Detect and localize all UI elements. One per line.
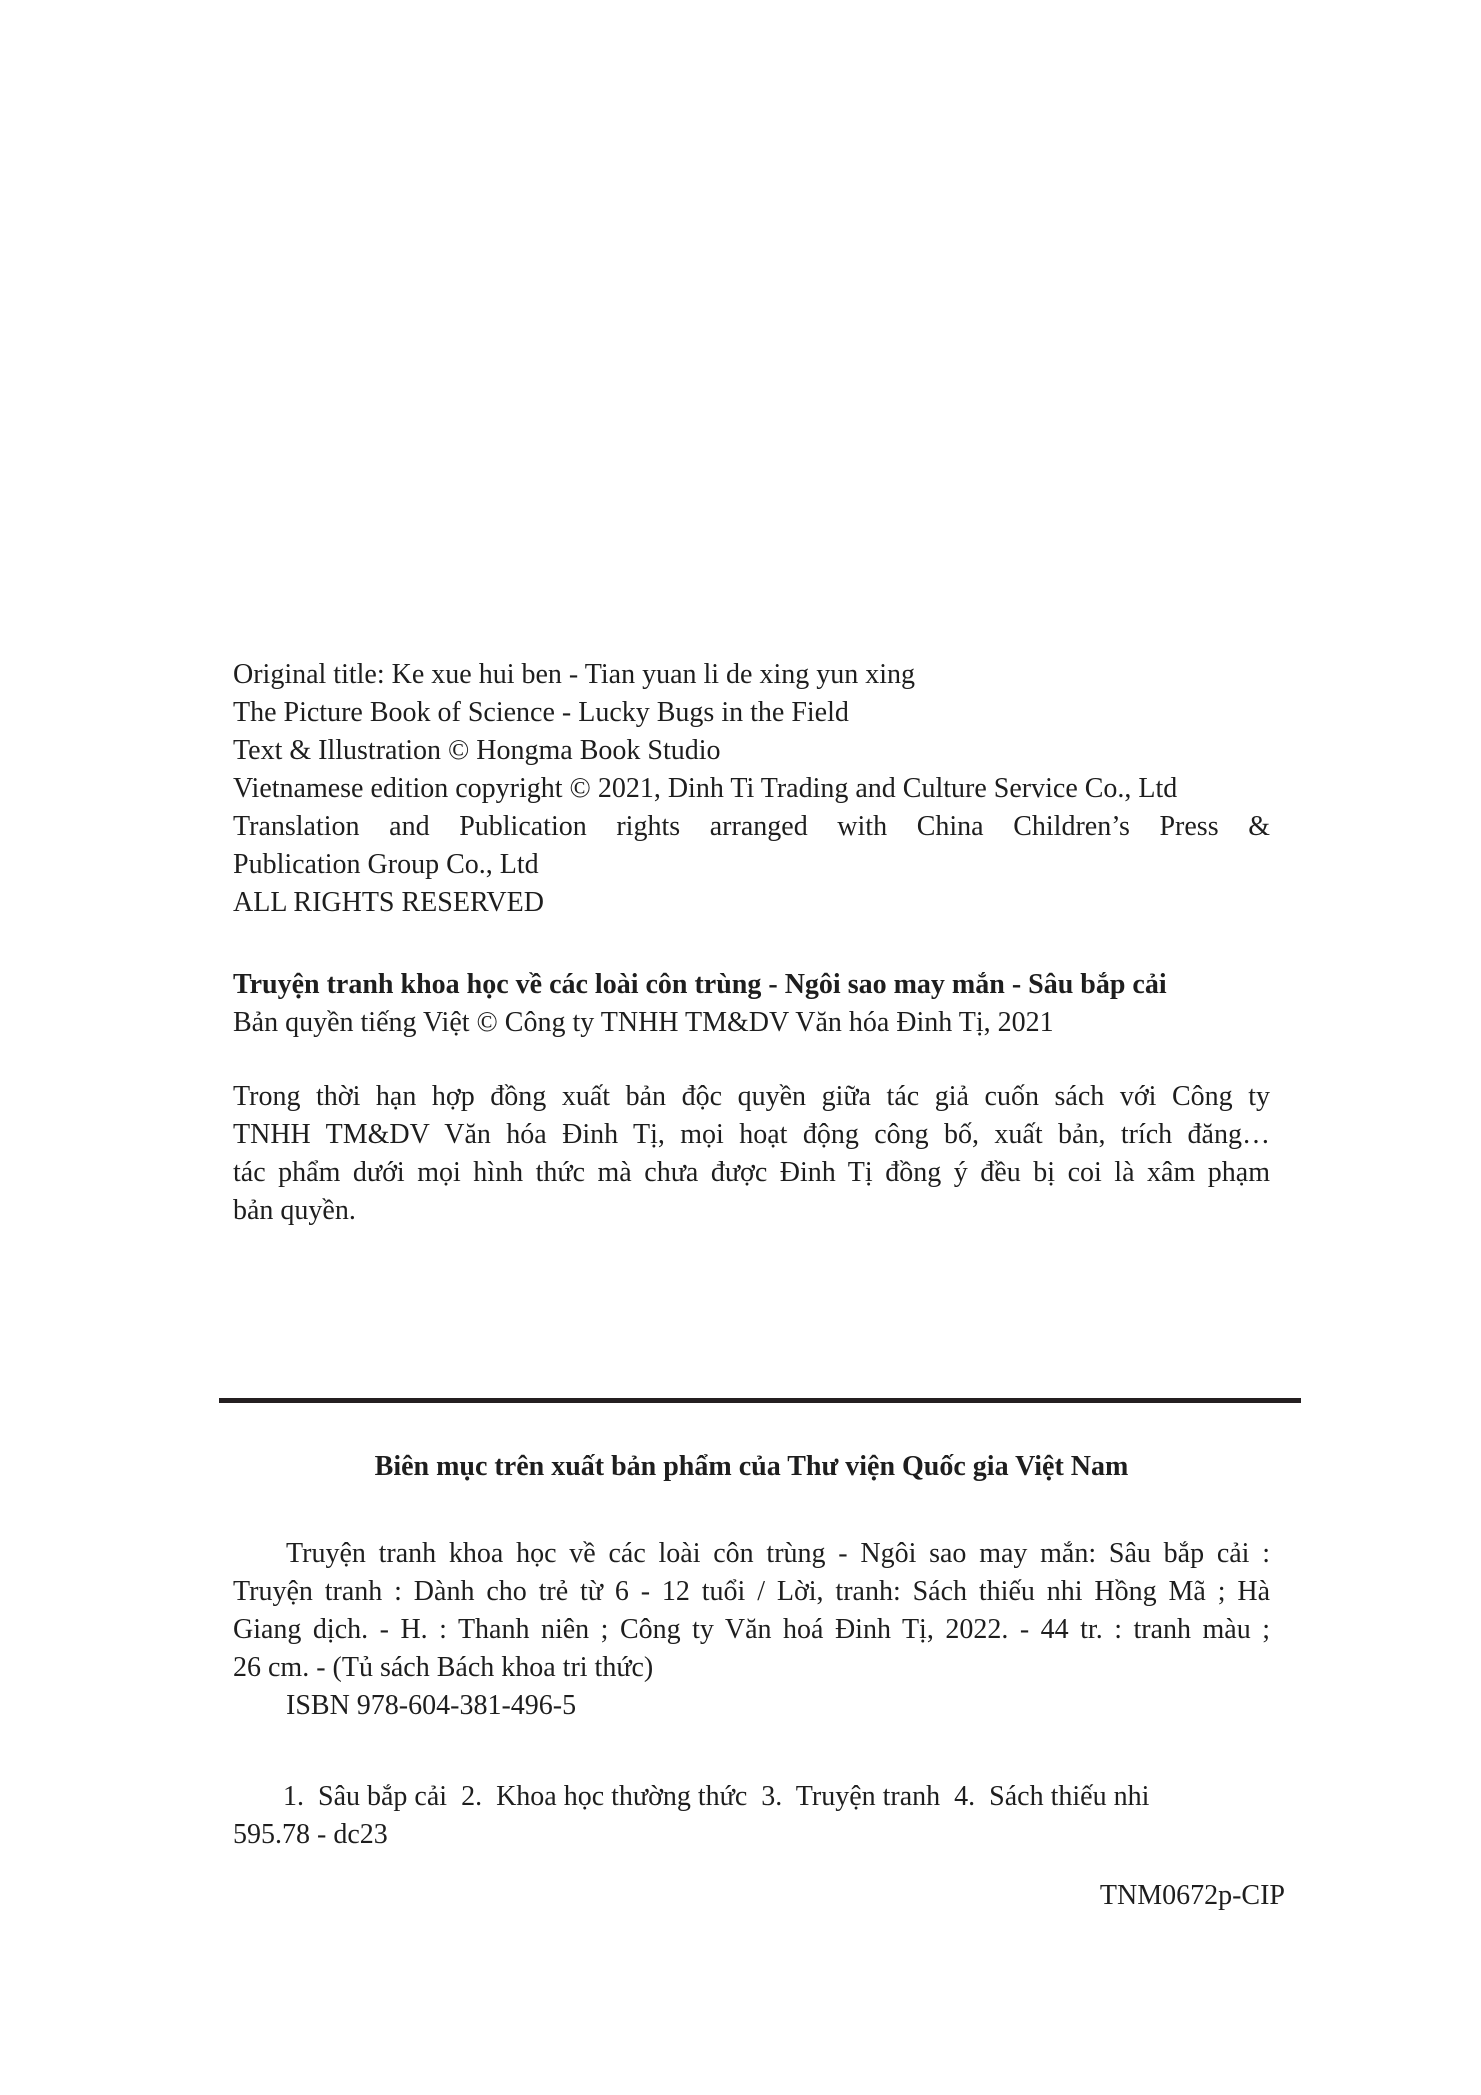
series-title: Truyện tranh khoa học về các loài côn trùng - Ngôi sao may mắn - Sâu bắp cải: [233, 969, 1167, 1000]
cip-record-line: Giang dịch. - H. : Thanh niên ; Công ty Văn hoá Đinh Tị, 2022. - 44 tr. : tranh màu ;: [233, 1614, 1270, 1645]
translation-rights-line: Translation and Publication rights arranged with China Children’s Press &: [233, 811, 1270, 842]
all-rights-reserved-line: ALL RIGHTS RESERVED: [233, 887, 544, 918]
separator-rule: [219, 1398, 1301, 1403]
vietnamese-edition-line: Vietnamese edition copyright © 2021, Dinh Ti Trading and Culture Service Co., Ltd: [233, 773, 1178, 804]
rights-notice-paragraph: [233, 1078, 1270, 1230]
ddc-classification-line: 595.78 - dc23: [233, 1819, 388, 1850]
cip-number: TNM0672p-CIP: [1099, 1880, 1285, 1911]
cip-record-line: Truyện tranh khoa học về các loài côn trùng - Ngôi sao may mắn: Sâu bắp cải :: [286, 1538, 1270, 1569]
illustration-credit-line: Text & Illustration © Hongma Book Studio: [233, 735, 721, 766]
colophon-page: [233, 656, 1285, 1915]
publication-group-line: Publication Group Co., Ltd: [233, 849, 539, 880]
original-copyright-block: [233, 656, 1270, 922]
vietnamese-copyright-line: Bản quyền tiếng Việt © Công ty TNHH TM&DV Văn hóa Đinh Tị, 2021: [233, 1007, 1054, 1038]
cip-heading: Biên mục trên xuất bản phẩm của Thư viện Quốc gia Việt Nam: [374, 1451, 1129, 1482]
notice-line: Trong thời hạn hợp đồng xuất bản độc quyền giữa tác giả cuốn sách với Công ty: [233, 1081, 1270, 1112]
cip-record-line: Truyện tranh : Dành cho trẻ từ 6 - 12 tuổi / Lời, tranh: Sách thiếu nhi Hồng Mã ; Hà: [233, 1576, 1270, 1607]
isbn-line: ISBN 978-604-381-496-5: [286, 1690, 577, 1721]
cip-record: [233, 1535, 1270, 1725]
notice-line: TNHH TM&DV Văn hóa Đinh Tị, mọi hoạt động công bố, xuất bản, trích đăng…: [233, 1119, 1270, 1150]
notice-line: bản quyền.: [233, 1195, 356, 1226]
original-title-line: Original title: Ke xue hui ben - Tian yuan li de xing yun xing: [233, 659, 916, 690]
notice-line: tác phẩm dưới mọi hình thức mà chưa được Đinh Tị đồng ý đều bị coi là xâm phạm: [233, 1157, 1270, 1188]
english-title-line: The Picture Book of Science - Lucky Bugs in the Field: [233, 697, 849, 728]
subject-headings-line: 1. Sâu bắp cải 2. Khoa học thường thức 3. Truyện tranh 4. Sách thiếu nhi: [283, 1781, 1150, 1812]
subject-headings-block: [233, 1778, 1270, 1854]
cip-record-line: 26 cm. - (Tủ sách Bách khoa tri thức): [233, 1652, 654, 1683]
vietnamese-edition-block: [233, 966, 1270, 1042]
